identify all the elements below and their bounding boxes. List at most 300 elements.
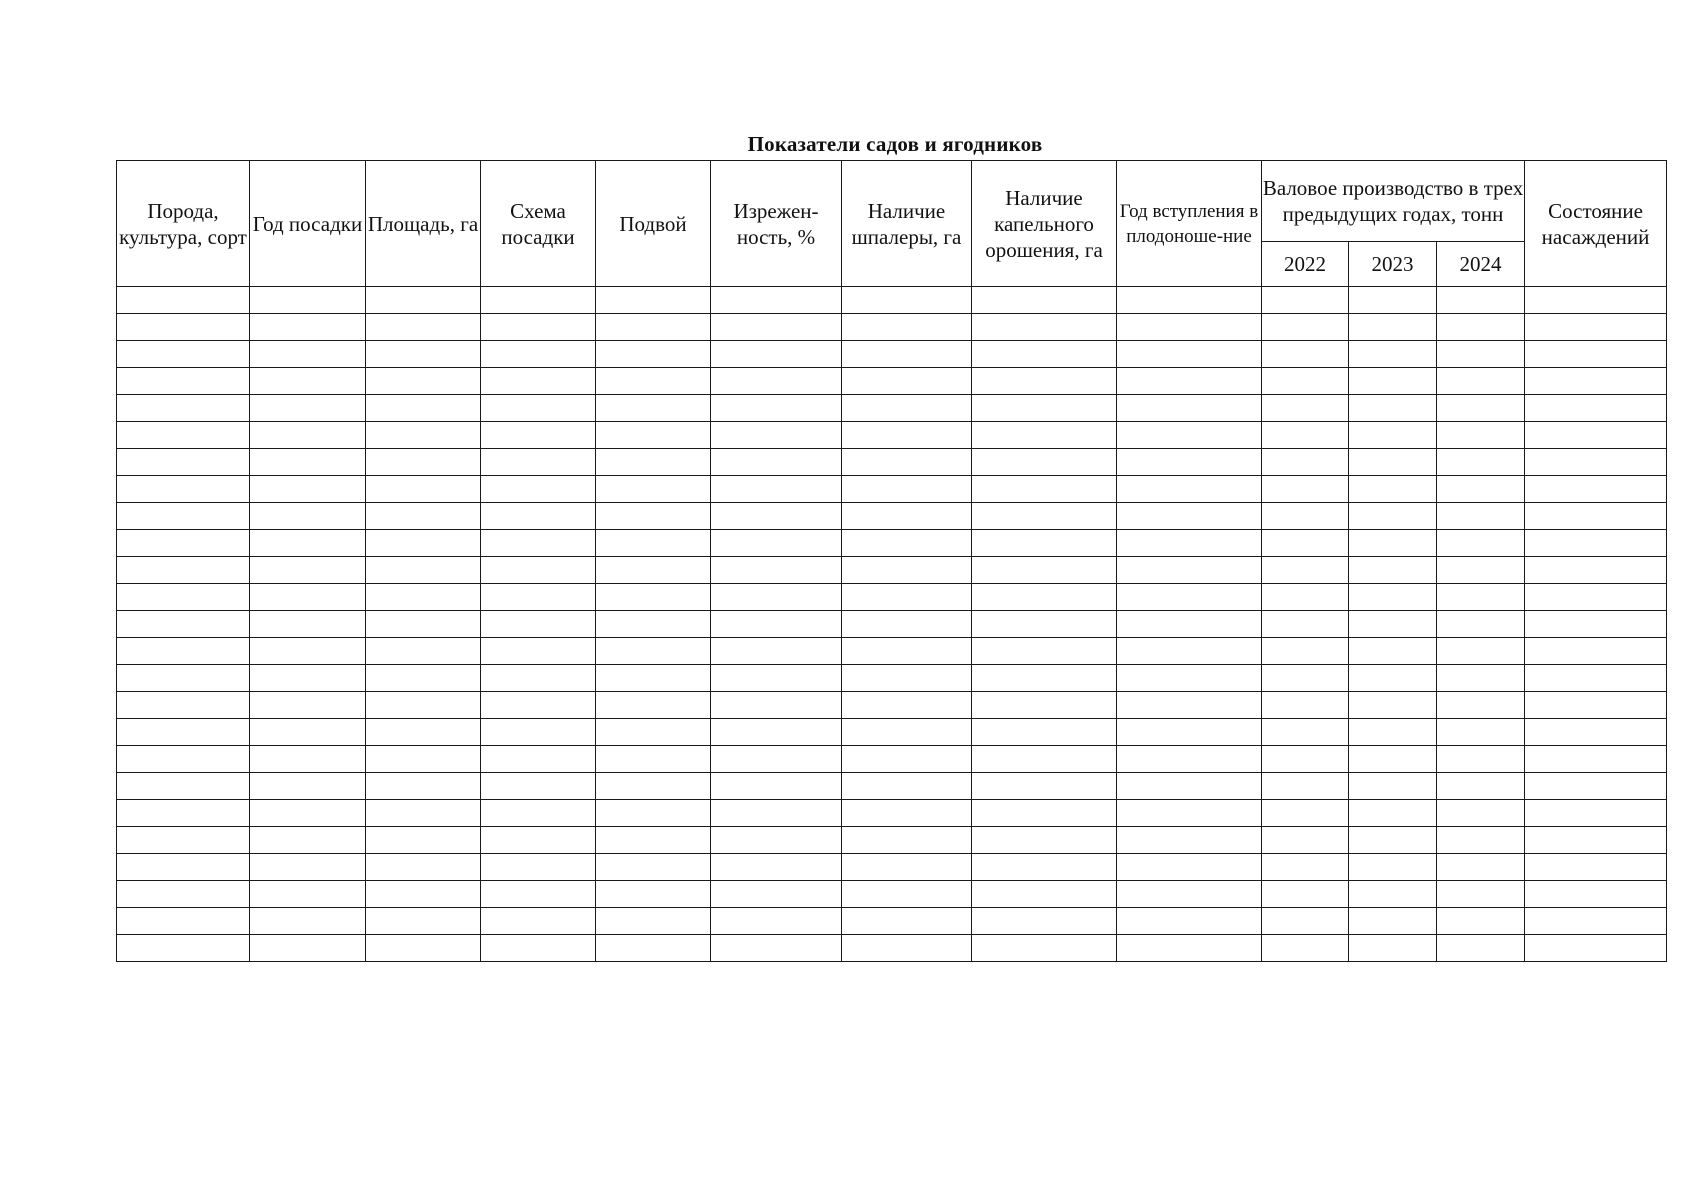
table-cell[interactable] bbox=[1262, 314, 1349, 341]
table-cell[interactable] bbox=[1525, 908, 1667, 935]
table-cell[interactable] bbox=[366, 665, 481, 692]
table-cell[interactable] bbox=[1437, 368, 1525, 395]
table-cell[interactable] bbox=[366, 611, 481, 638]
table-cell[interactable] bbox=[1349, 665, 1437, 692]
table-cell[interactable] bbox=[1262, 773, 1349, 800]
table-cell[interactable] bbox=[481, 557, 596, 584]
table-cell[interactable] bbox=[366, 638, 481, 665]
table-cell[interactable] bbox=[1437, 638, 1525, 665]
table-cell[interactable] bbox=[1262, 908, 1349, 935]
table-cell[interactable] bbox=[1525, 611, 1667, 638]
table-cell[interactable] bbox=[1262, 827, 1349, 854]
table-cell[interactable] bbox=[711, 368, 842, 395]
table-cell[interactable] bbox=[250, 584, 366, 611]
table-cell[interactable] bbox=[1437, 881, 1525, 908]
table-cell[interactable] bbox=[1349, 719, 1437, 746]
table-cell[interactable] bbox=[481, 935, 596, 962]
table-cell[interactable] bbox=[711, 584, 842, 611]
table-cell[interactable] bbox=[366, 773, 481, 800]
table-cell[interactable] bbox=[481, 746, 596, 773]
table-cell[interactable] bbox=[1525, 395, 1667, 422]
table-cell[interactable] bbox=[842, 503, 972, 530]
table-cell[interactable] bbox=[1349, 341, 1437, 368]
table-cell[interactable] bbox=[842, 800, 972, 827]
table-cell[interactable] bbox=[1117, 476, 1262, 503]
table-cell[interactable] bbox=[481, 395, 596, 422]
table-cell[interactable] bbox=[711, 287, 842, 314]
table-cell[interactable] bbox=[711, 719, 842, 746]
table-cell[interactable] bbox=[481, 881, 596, 908]
table-cell[interactable] bbox=[711, 881, 842, 908]
table-cell[interactable] bbox=[366, 692, 481, 719]
table-cell[interactable] bbox=[1262, 503, 1349, 530]
table-cell[interactable] bbox=[842, 638, 972, 665]
table-cell[interactable] bbox=[1262, 638, 1349, 665]
table-cell[interactable] bbox=[1262, 719, 1349, 746]
table-cell[interactable] bbox=[1525, 449, 1667, 476]
table-cell[interactable] bbox=[117, 287, 250, 314]
table-cell[interactable] bbox=[117, 557, 250, 584]
table-cell[interactable] bbox=[711, 314, 842, 341]
table-cell[interactable] bbox=[596, 449, 711, 476]
table-cell[interactable] bbox=[842, 557, 972, 584]
table-cell[interactable] bbox=[366, 881, 481, 908]
table-cell[interactable] bbox=[117, 935, 250, 962]
table-cell[interactable] bbox=[250, 368, 366, 395]
table-cell[interactable] bbox=[1117, 287, 1262, 314]
table-cell[interactable] bbox=[117, 530, 250, 557]
table-cell[interactable] bbox=[711, 827, 842, 854]
table-cell[interactable] bbox=[1349, 503, 1437, 530]
table-cell[interactable] bbox=[117, 584, 250, 611]
table-cell[interactable] bbox=[711, 530, 842, 557]
table-cell[interactable] bbox=[1525, 287, 1667, 314]
table-cell[interactable] bbox=[1525, 476, 1667, 503]
table-cell[interactable] bbox=[972, 395, 1117, 422]
table-cell[interactable] bbox=[842, 341, 972, 368]
table-cell[interactable] bbox=[1262, 422, 1349, 449]
table-cell[interactable] bbox=[1262, 800, 1349, 827]
table-cell[interactable] bbox=[117, 665, 250, 692]
table-cell[interactable] bbox=[1262, 368, 1349, 395]
table-cell[interactable] bbox=[366, 449, 481, 476]
table-cell[interactable] bbox=[596, 368, 711, 395]
table-cell[interactable] bbox=[481, 692, 596, 719]
table-cell[interactable] bbox=[842, 314, 972, 341]
table-cell[interactable] bbox=[1262, 584, 1349, 611]
table-cell[interactable] bbox=[972, 314, 1117, 341]
table-cell[interactable] bbox=[250, 638, 366, 665]
table-cell[interactable] bbox=[1349, 530, 1437, 557]
table-cell[interactable] bbox=[117, 692, 250, 719]
table-cell[interactable] bbox=[596, 530, 711, 557]
table-cell[interactable] bbox=[481, 665, 596, 692]
table-cell[interactable] bbox=[1262, 341, 1349, 368]
table-cell[interactable] bbox=[1349, 314, 1437, 341]
table-cell[interactable] bbox=[972, 530, 1117, 557]
table-cell[interactable] bbox=[250, 800, 366, 827]
table-cell[interactable] bbox=[842, 476, 972, 503]
table-cell[interactable] bbox=[1262, 935, 1349, 962]
table-cell[interactable] bbox=[842, 935, 972, 962]
table-cell[interactable] bbox=[250, 692, 366, 719]
table-cell[interactable] bbox=[117, 719, 250, 746]
table-cell[interactable] bbox=[596, 827, 711, 854]
table-cell[interactable] bbox=[1349, 773, 1437, 800]
table-cell[interactable] bbox=[1117, 692, 1262, 719]
table-cell[interactable] bbox=[1117, 503, 1262, 530]
table-cell[interactable] bbox=[596, 692, 711, 719]
table-cell[interactable] bbox=[842, 854, 972, 881]
table-cell[interactable] bbox=[366, 746, 481, 773]
table-cell[interactable] bbox=[1262, 449, 1349, 476]
table-cell[interactable] bbox=[596, 341, 711, 368]
table-cell[interactable] bbox=[1262, 557, 1349, 584]
table-cell[interactable] bbox=[711, 395, 842, 422]
table-cell[interactable] bbox=[366, 341, 481, 368]
table-cell[interactable] bbox=[711, 503, 842, 530]
table-cell[interactable] bbox=[481, 503, 596, 530]
table-cell[interactable] bbox=[711, 692, 842, 719]
table-cell[interactable] bbox=[842, 746, 972, 773]
table-cell[interactable] bbox=[596, 908, 711, 935]
table-cell[interactable] bbox=[1117, 638, 1262, 665]
table-cell[interactable] bbox=[711, 422, 842, 449]
table-cell[interactable] bbox=[972, 746, 1117, 773]
table-cell[interactable] bbox=[972, 476, 1117, 503]
table-cell[interactable] bbox=[481, 638, 596, 665]
table-cell[interactable] bbox=[250, 854, 366, 881]
table-cell[interactable] bbox=[117, 908, 250, 935]
table-cell[interactable] bbox=[1117, 449, 1262, 476]
table-cell[interactable] bbox=[1117, 854, 1262, 881]
table-cell[interactable] bbox=[972, 800, 1117, 827]
table-cell[interactable] bbox=[596, 584, 711, 611]
table-cell[interactable] bbox=[250, 449, 366, 476]
table-cell[interactable] bbox=[250, 746, 366, 773]
table-cell[interactable] bbox=[972, 584, 1117, 611]
table-cell[interactable] bbox=[596, 719, 711, 746]
table-cell[interactable] bbox=[1437, 746, 1525, 773]
table-cell[interactable] bbox=[1117, 341, 1262, 368]
table-cell[interactable] bbox=[596, 422, 711, 449]
table-cell[interactable] bbox=[117, 314, 250, 341]
table-cell[interactable] bbox=[1525, 935, 1667, 962]
table-cell[interactable] bbox=[1437, 449, 1525, 476]
table-cell[interactable] bbox=[1437, 341, 1525, 368]
table-cell[interactable] bbox=[366, 584, 481, 611]
table-cell[interactable] bbox=[1349, 611, 1437, 638]
table-cell[interactable] bbox=[596, 800, 711, 827]
table-cell[interactable] bbox=[1349, 368, 1437, 395]
table-cell[interactable] bbox=[117, 368, 250, 395]
table-cell[interactable] bbox=[1437, 935, 1525, 962]
table-cell[interactable] bbox=[1525, 422, 1667, 449]
table-cell[interactable] bbox=[972, 638, 1117, 665]
table-cell[interactable] bbox=[596, 287, 711, 314]
table-cell[interactable] bbox=[1525, 314, 1667, 341]
table-cell[interactable] bbox=[481, 476, 596, 503]
table-cell[interactable] bbox=[1349, 908, 1437, 935]
table-cell[interactable] bbox=[250, 287, 366, 314]
table-cell[interactable] bbox=[1349, 557, 1437, 584]
table-cell[interactable] bbox=[596, 611, 711, 638]
table-cell[interactable] bbox=[1117, 557, 1262, 584]
table-cell[interactable] bbox=[1525, 773, 1667, 800]
table-cell[interactable] bbox=[1525, 584, 1667, 611]
table-cell[interactable] bbox=[1349, 476, 1437, 503]
table-cell[interactable] bbox=[1117, 314, 1262, 341]
table-cell[interactable] bbox=[366, 935, 481, 962]
table-cell[interactable] bbox=[366, 476, 481, 503]
table-cell[interactable] bbox=[481, 287, 596, 314]
table-cell[interactable] bbox=[711, 746, 842, 773]
table-cell[interactable] bbox=[1117, 368, 1262, 395]
table-cell[interactable] bbox=[1349, 827, 1437, 854]
table-cell[interactable] bbox=[972, 611, 1117, 638]
table-cell[interactable] bbox=[842, 611, 972, 638]
table-cell[interactable] bbox=[972, 557, 1117, 584]
table-cell[interactable] bbox=[596, 557, 711, 584]
table-cell[interactable] bbox=[711, 638, 842, 665]
table-cell[interactable] bbox=[1262, 476, 1349, 503]
table-cell[interactable] bbox=[1262, 881, 1349, 908]
table-cell[interactable] bbox=[1437, 422, 1525, 449]
table-cell[interactable] bbox=[250, 395, 366, 422]
table-cell[interactable] bbox=[1525, 692, 1667, 719]
table-cell[interactable] bbox=[972, 719, 1117, 746]
table-cell[interactable] bbox=[250, 881, 366, 908]
table-cell[interactable] bbox=[972, 854, 1117, 881]
table-cell[interactable] bbox=[1437, 692, 1525, 719]
table-cell[interactable] bbox=[1117, 395, 1262, 422]
table-cell[interactable] bbox=[596, 503, 711, 530]
table-cell[interactable] bbox=[842, 368, 972, 395]
table-cell[interactable] bbox=[972, 449, 1117, 476]
table-cell[interactable] bbox=[250, 611, 366, 638]
table-cell[interactable] bbox=[250, 503, 366, 530]
table-cell[interactable] bbox=[1349, 692, 1437, 719]
table-cell[interactable] bbox=[1437, 908, 1525, 935]
table-cell[interactable] bbox=[250, 530, 366, 557]
table-cell[interactable] bbox=[117, 611, 250, 638]
table-cell[interactable] bbox=[842, 665, 972, 692]
table-cell[interactable] bbox=[972, 665, 1117, 692]
table-cell[interactable] bbox=[972, 935, 1117, 962]
table-cell[interactable] bbox=[596, 854, 711, 881]
table-cell[interactable] bbox=[250, 665, 366, 692]
table-cell[interactable] bbox=[366, 719, 481, 746]
table-cell[interactable] bbox=[481, 908, 596, 935]
table-cell[interactable] bbox=[481, 800, 596, 827]
table-cell[interactable] bbox=[842, 395, 972, 422]
table-cell[interactable] bbox=[1525, 665, 1667, 692]
table-cell[interactable] bbox=[366, 530, 481, 557]
table-cell[interactable] bbox=[596, 395, 711, 422]
table-cell[interactable] bbox=[117, 395, 250, 422]
table-cell[interactable] bbox=[1117, 827, 1262, 854]
table-cell[interactable] bbox=[842, 908, 972, 935]
table-cell[interactable] bbox=[842, 827, 972, 854]
table-cell[interactable] bbox=[117, 773, 250, 800]
table-cell[interactable] bbox=[1437, 314, 1525, 341]
table-cell[interactable] bbox=[1117, 611, 1262, 638]
table-cell[interactable] bbox=[1349, 638, 1437, 665]
table-cell[interactable] bbox=[1117, 800, 1262, 827]
table-cell[interactable] bbox=[596, 476, 711, 503]
table-cell[interactable] bbox=[1437, 611, 1525, 638]
table-cell[interactable] bbox=[117, 341, 250, 368]
table-cell[interactable] bbox=[711, 611, 842, 638]
table-cell[interactable] bbox=[1349, 584, 1437, 611]
table-cell[interactable] bbox=[842, 530, 972, 557]
table-cell[interactable] bbox=[366, 854, 481, 881]
table-cell[interactable] bbox=[366, 422, 481, 449]
table-cell[interactable] bbox=[1437, 665, 1525, 692]
table-cell[interactable] bbox=[842, 881, 972, 908]
table-cell[interactable] bbox=[972, 503, 1117, 530]
table-cell[interactable] bbox=[711, 773, 842, 800]
table-cell[interactable] bbox=[1349, 881, 1437, 908]
table-cell[interactable] bbox=[596, 638, 711, 665]
table-cell[interactable] bbox=[117, 476, 250, 503]
table-cell[interactable] bbox=[711, 665, 842, 692]
table-cell[interactable] bbox=[250, 314, 366, 341]
table-cell[interactable] bbox=[250, 719, 366, 746]
table-cell[interactable] bbox=[1117, 584, 1262, 611]
table-cell[interactable] bbox=[1437, 530, 1525, 557]
table-cell[interactable] bbox=[972, 881, 1117, 908]
table-cell[interactable] bbox=[711, 854, 842, 881]
table-cell[interactable] bbox=[117, 449, 250, 476]
table-cell[interactable] bbox=[366, 314, 481, 341]
table-cell[interactable] bbox=[1117, 908, 1262, 935]
table-cell[interactable] bbox=[711, 557, 842, 584]
table-cell[interactable] bbox=[1437, 773, 1525, 800]
table-cell[interactable] bbox=[1349, 449, 1437, 476]
table-cell[interactable] bbox=[1262, 611, 1349, 638]
table-cell[interactable] bbox=[117, 827, 250, 854]
table-cell[interactable] bbox=[1117, 665, 1262, 692]
table-cell[interactable] bbox=[1525, 341, 1667, 368]
table-cell[interactable] bbox=[1437, 719, 1525, 746]
table-cell[interactable] bbox=[1117, 530, 1262, 557]
table-cell[interactable] bbox=[481, 530, 596, 557]
table-cell[interactable] bbox=[1437, 557, 1525, 584]
table-cell[interactable] bbox=[1262, 746, 1349, 773]
table-cell[interactable] bbox=[842, 287, 972, 314]
table-cell[interactable] bbox=[972, 341, 1117, 368]
table-cell[interactable] bbox=[1117, 773, 1262, 800]
table-cell[interactable] bbox=[117, 854, 250, 881]
table-cell[interactable] bbox=[481, 827, 596, 854]
table-cell[interactable] bbox=[1525, 827, 1667, 854]
table-cell[interactable] bbox=[117, 800, 250, 827]
table-cell[interactable] bbox=[366, 827, 481, 854]
table-cell[interactable] bbox=[1262, 395, 1349, 422]
table-cell[interactable] bbox=[481, 611, 596, 638]
table-cell[interactable] bbox=[596, 935, 711, 962]
table-cell[interactable] bbox=[1437, 476, 1525, 503]
table-cell[interactable] bbox=[1117, 422, 1262, 449]
table-cell[interactable] bbox=[596, 881, 711, 908]
table-cell[interactable] bbox=[366, 287, 481, 314]
table-cell[interactable] bbox=[1437, 287, 1525, 314]
table-cell[interactable] bbox=[596, 773, 711, 800]
table-cell[interactable] bbox=[117, 422, 250, 449]
table-cell[interactable] bbox=[842, 422, 972, 449]
table-cell[interactable] bbox=[1349, 746, 1437, 773]
table-cell[interactable] bbox=[972, 287, 1117, 314]
table-cell[interactable] bbox=[366, 800, 481, 827]
table-cell[interactable] bbox=[1437, 395, 1525, 422]
table-cell[interactable] bbox=[250, 557, 366, 584]
table-cell[interactable] bbox=[1117, 746, 1262, 773]
table-cell[interactable] bbox=[1117, 881, 1262, 908]
table-cell[interactable] bbox=[842, 692, 972, 719]
table-cell[interactable] bbox=[1525, 800, 1667, 827]
table-cell[interactable] bbox=[972, 368, 1117, 395]
table-cell[interactable] bbox=[1437, 827, 1525, 854]
table-cell[interactable] bbox=[711, 341, 842, 368]
table-cell[interactable] bbox=[1117, 719, 1262, 746]
table-cell[interactable] bbox=[1349, 800, 1437, 827]
table-cell[interactable] bbox=[481, 341, 596, 368]
table-cell[interactable] bbox=[481, 773, 596, 800]
table-cell[interactable] bbox=[1349, 422, 1437, 449]
table-cell[interactable] bbox=[1349, 935, 1437, 962]
table-cell[interactable] bbox=[596, 314, 711, 341]
table-cell[interactable] bbox=[366, 368, 481, 395]
table-cell[interactable] bbox=[842, 449, 972, 476]
table-cell[interactable] bbox=[481, 368, 596, 395]
table-cell[interactable] bbox=[1349, 395, 1437, 422]
table-cell[interactable] bbox=[972, 692, 1117, 719]
table-cell[interactable] bbox=[481, 719, 596, 746]
table-cell[interactable] bbox=[972, 908, 1117, 935]
table-cell[interactable] bbox=[842, 773, 972, 800]
table-cell[interactable] bbox=[711, 449, 842, 476]
table-cell[interactable] bbox=[366, 395, 481, 422]
table-cell[interactable] bbox=[117, 638, 250, 665]
table-cell[interactable] bbox=[842, 719, 972, 746]
table-cell[interactable] bbox=[481, 854, 596, 881]
table-cell[interactable] bbox=[1525, 881, 1667, 908]
table-cell[interactable] bbox=[250, 422, 366, 449]
table-cell[interactable] bbox=[1437, 503, 1525, 530]
table-cell[interactable] bbox=[972, 827, 1117, 854]
table-cell[interactable] bbox=[972, 422, 1117, 449]
table-cell[interactable] bbox=[117, 746, 250, 773]
table-cell[interactable] bbox=[596, 665, 711, 692]
table-cell[interactable] bbox=[481, 449, 596, 476]
table-cell[interactable] bbox=[1525, 638, 1667, 665]
table-cell[interactable] bbox=[1262, 287, 1349, 314]
table-cell[interactable] bbox=[1525, 557, 1667, 584]
table-cell[interactable] bbox=[1437, 854, 1525, 881]
table-cell[interactable] bbox=[1117, 935, 1262, 962]
table-cell[interactable] bbox=[1262, 665, 1349, 692]
table-cell[interactable] bbox=[250, 341, 366, 368]
table-cell[interactable] bbox=[1525, 530, 1667, 557]
table-cell[interactable] bbox=[481, 422, 596, 449]
table-cell[interactable] bbox=[366, 908, 481, 935]
table-cell[interactable] bbox=[842, 584, 972, 611]
table-cell[interactable] bbox=[250, 773, 366, 800]
table-cell[interactable] bbox=[481, 584, 596, 611]
table-cell[interactable] bbox=[1349, 287, 1437, 314]
table-cell[interactable] bbox=[972, 773, 1117, 800]
